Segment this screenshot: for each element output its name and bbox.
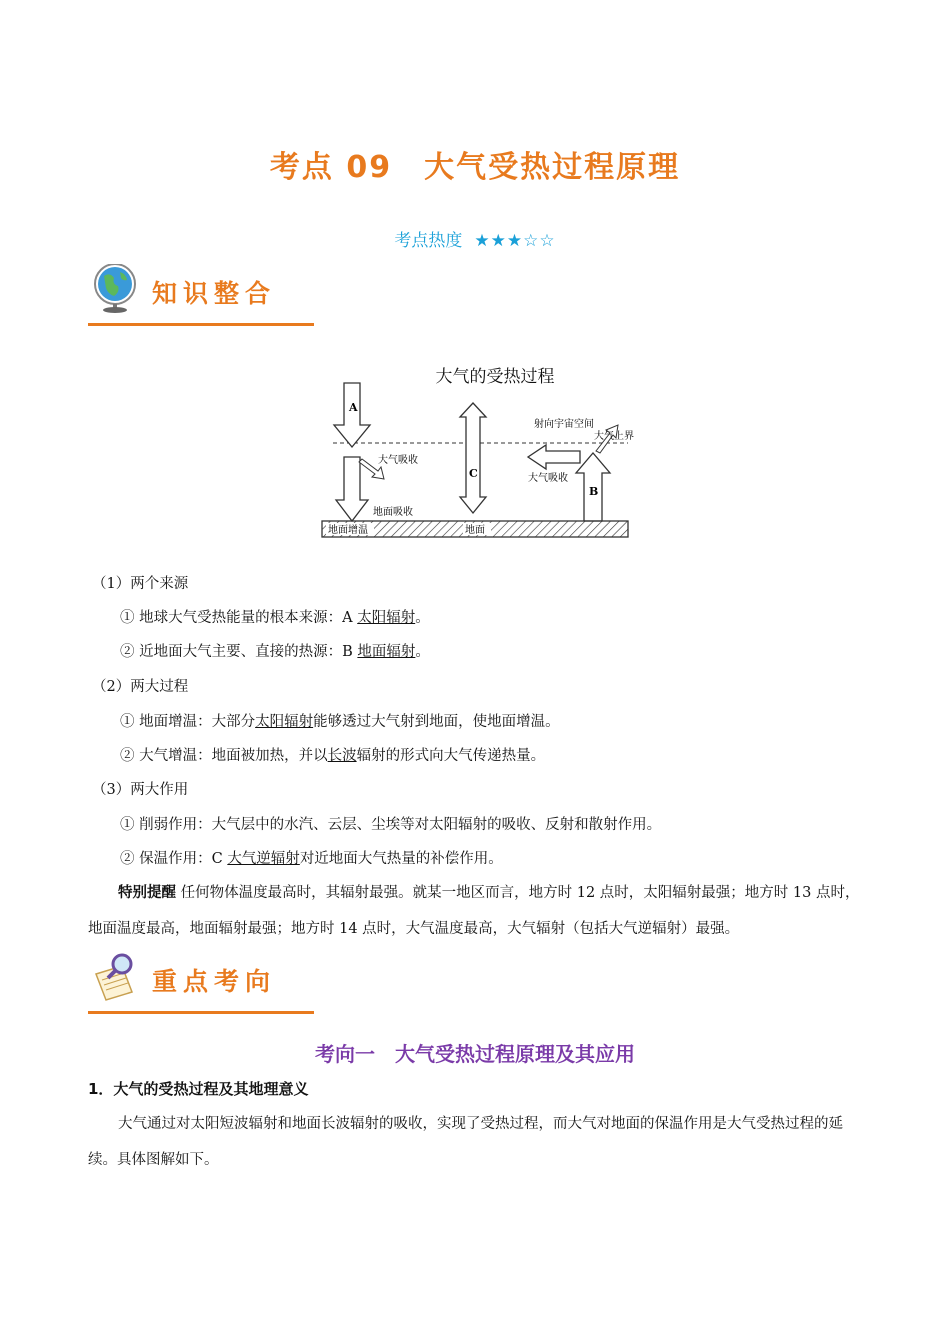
label-to-space: 射向宇宙空间 bbox=[534, 419, 594, 430]
item-ground-warming bbox=[120, 711, 560, 733]
section-rule bbox=[88, 1011, 314, 1014]
section-header-key-directions bbox=[88, 950, 314, 1014]
section-header-knowledge bbox=[88, 262, 314, 326]
subheading: 考向一 大气受热过程原理及其应用 bbox=[315, 1042, 635, 1066]
text: 。 bbox=[415, 610, 430, 626]
underlined-term: 地面辐射 bbox=[357, 644, 416, 660]
tip-text: 任何物体温度最高时，其辐射最强。就某一地区而言，地方时 12 点时，太阳辐射最强；地方时 13 点时，地面温度最高，地面辐射最强；地方时 14 点时，大气温度最高，大气辐射（包括大气逆辐射）最强。 bbox=[88, 885, 860, 937]
item-atm-warming bbox=[120, 745, 545, 767]
underlined-term: 长波 bbox=[327, 748, 357, 764]
label-a: A bbox=[349, 401, 358, 414]
text: ② 保温作用：C bbox=[120, 851, 228, 867]
diagram-title: 大气的受热过程 bbox=[435, 367, 555, 387]
item-two-sources: （1）两个来源 bbox=[92, 576, 189, 592]
label-ground-absorb: 地面吸收 bbox=[373, 507, 413, 518]
heat-stars: ★★★☆☆ bbox=[474, 231, 556, 251]
paragraph: 大气通过对太阳短波辐射和地面长波辐射的吸收，实现了受热过程，而大气对地面的保温作用是大气受热过程的延续。具体图解如下。 bbox=[88, 1116, 843, 1168]
label-ground: 地面 bbox=[465, 525, 485, 536]
item-two-processes: （2）两大过程 bbox=[92, 679, 189, 695]
section-label: 知识整合 bbox=[152, 279, 277, 308]
underlined-term: 太阳辐射 bbox=[357, 610, 416, 626]
tip-paragraph bbox=[88, 875, 866, 947]
label-atm-top: 大气上界 bbox=[594, 431, 634, 442]
page-title: 考点 09 大气受热过程原理 bbox=[269, 150, 681, 185]
arrow-c bbox=[460, 403, 486, 513]
section-label: 重点考向 bbox=[152, 967, 277, 996]
label-atm-absorb-left: 大气吸收 bbox=[378, 455, 418, 466]
item-insulation bbox=[120, 848, 503, 870]
label-c: C bbox=[469, 467, 478, 480]
item-weakening: ① 削弱作用：大气层中的水汽、云层、尘埃等对太阳辐射的吸收、反射和散射作用。 bbox=[120, 817, 662, 833]
label-ground-warm: 地面增温 bbox=[328, 525, 368, 536]
underlined-term: 大气逆辐射 bbox=[227, 851, 300, 867]
text: ② 近地面大气主要、直接的热源：B bbox=[120, 644, 358, 660]
text: ① 地球大气受热能量的根本来源：A bbox=[120, 610, 358, 626]
item-source-a bbox=[120, 607, 430, 629]
text: 辐射的形式向大气传递热量。 bbox=[356, 748, 546, 764]
label-b: B bbox=[589, 485, 599, 498]
notebook-magnifier-icon bbox=[92, 952, 138, 1002]
heading-1: 1．大气的受热过程及其地理意义 bbox=[88, 1080, 309, 1098]
heat-label: 考点热度 bbox=[394, 231, 463, 251]
text: ② 大气增温：地面被加热，并以 bbox=[120, 748, 328, 764]
arrow-a-lower bbox=[336, 457, 368, 521]
text: 。 bbox=[415, 644, 430, 660]
arrow-atm-absorb-right bbox=[528, 445, 580, 469]
arrow-a bbox=[334, 383, 370, 447]
item-source-b bbox=[120, 641, 430, 663]
text: 能够透过大气射到地面，使地面增温。 bbox=[313, 714, 560, 730]
text: 对近地面大气热量的补偿作用。 bbox=[299, 851, 503, 867]
label-atm-absorb-right: 大气吸收 bbox=[528, 473, 568, 484]
tip-label: 特别提醒 bbox=[118, 885, 176, 901]
section-rule bbox=[88, 323, 314, 326]
item-two-effects: （3）两大作用 bbox=[92, 782, 189, 798]
underlined-term: 太阳辐射 bbox=[255, 714, 314, 730]
text: ① 地面增温：大部分 bbox=[120, 714, 256, 730]
globe-icon bbox=[92, 264, 138, 314]
heat-rating bbox=[0, 226, 950, 251]
heating-diagram bbox=[318, 355, 638, 545]
